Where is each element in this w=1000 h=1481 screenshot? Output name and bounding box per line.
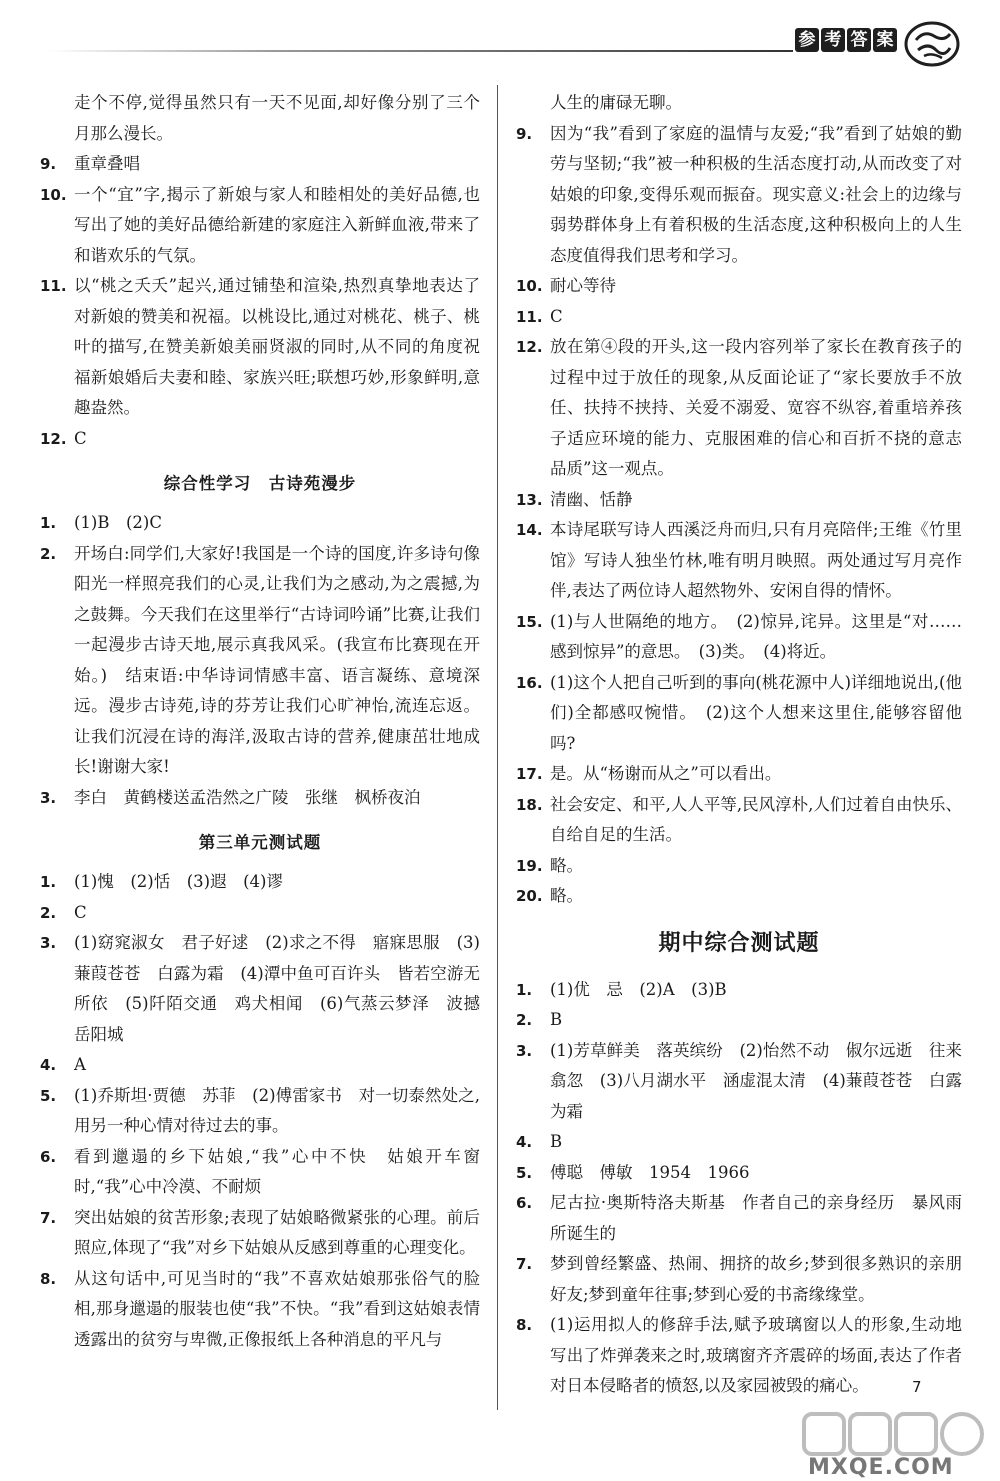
watermark-site: MXQE.COM [808,1455,954,1480]
header-char: 参 [795,28,819,52]
answer-item [40,867,480,898]
answer-item [516,1036,962,1128]
answer-item [40,1264,480,1356]
answer-item [516,1158,962,1189]
answer-item [516,1127,962,1158]
column-divider [497,85,498,1410]
right-column [516,88,962,1402]
answer-text: C [74,902,87,922]
answer-text: (1)这个人把自己听到的事向(桃花源中人)详细地说出,(他们)全都感叹惋惜。 (2)这个人想来这里住,能够容留他吗? [550,672,962,753]
section-heading: 综合性学习 古诗苑漫步 [163,474,357,493]
answer-number: 1. [40,873,57,891]
answer-text: (1)窈窕淑女 君子好逑 (2)求之不得 寤寐思服 (3)蒹葭苍苍 白露为霜 (4)潭中鱼可百许头 皆若空游无所依 (5)阡陌交通 鸡犬相闻 (6)气蒸云梦泽 波撼岳阳城 [74,933,480,1044]
answer-text: 放在第④段的开头,这一段内容列举了家长在教育孩子的过程中过于放任的现象,从反面论证了“家长要放手不放任、扶持不挟持、关爱不溺爱、宽容不纵容,着重培养孩子适应环境的能力、克服困难的信心和百折不挠的意志品质”这一观点。 [550,337,962,478]
answer-text: B [550,1010,563,1029]
answer-item [40,508,480,539]
brand-logo-icon [904,20,960,68]
answer-number: 5. [516,1163,533,1182]
answer-number: 7. [516,1255,533,1273]
answer-number: 20. [516,887,543,905]
answer-number: 13. [516,490,543,509]
answer-item [516,881,962,912]
answer-item [516,332,962,485]
answer-item [40,1081,480,1142]
answer-number: 1. [40,514,57,532]
answer-text: B [550,1132,563,1151]
answer-item [40,928,480,1050]
answer-text: (1)运用拟人的修辞手法,赋予玻璃窗以人的形象,生动地写出了炸弹袭来之时,玻璃窗齐齐震碎的场面,表达了作者对日本侵略者的愤怒,以及家园被毁的痛心。 [550,1315,962,1395]
answer-text: 从这句话中,可见当时的“我”不喜欢姑娘那张俗气的脸相,那身邋遢的服装也使“我”不快。“我”看到这姑娘表情透露出的贫穷与卑微,正像报纸上各种消息的平凡与 [74,1268,480,1349]
answer-item [516,1188,962,1249]
answer-number: 6. [516,1194,533,1212]
answer-number: 11. [516,307,543,326]
answer-number: 9. [40,155,57,173]
answer-item [40,1050,480,1081]
answer-text: 略。 [550,886,583,905]
answer-text: 清幽、恬静 [550,489,633,509]
answer-number: 12. [516,338,543,356]
answer-number: 2. [40,544,57,563]
answer-text: C [74,428,87,448]
answer-number: 14. [516,521,543,539]
answer-item [516,515,962,607]
answer-text: C [550,306,563,326]
answer-item [40,1203,480,1264]
answer-text: 重章叠唱 [74,154,140,173]
answer-number: 4. [40,1056,57,1074]
answer-item [40,149,480,180]
answer-item [40,424,480,455]
answer-item [40,898,480,929]
answer-text: (1)芳草鲜美 落英缤纷 (2)怡然不动 俶尔远逝 往来翕忽 (3)八月湖水平 涵虚混太清 (4)蒹葭苍苍 白露为霜 [550,1040,962,1121]
answer-text: (1)优 忌 (2)A (3)B [550,979,727,999]
answer-text: 看到邋遢的乡下姑娘,“我”心中不快 姑娘开车窗时,“我”心中冷漠、不耐烦 [74,1146,480,1196]
answer-text: 以“桃之夭夭”起兴,通过铺垫和渲染,热烈真挚地表达了对新娘的赞美和祝福。以桃设比,通过对桃花、桃子、桃叶的描写,在赞美新娘美丽贤淑的同时,从不同的角度祝福新娘婚后夫妻和睦、家族兴旺;联想巧妙,形象鲜明,意趣盎然。 [74,276,480,417]
answer-number: 2. [516,1011,533,1029]
answer-item [516,975,962,1006]
answer-text: 略。 [550,855,583,875]
answer-number: 11. [40,277,67,295]
page-number: 7 [912,1378,922,1396]
answer-number: 18. [516,795,543,814]
header-char: 案 [873,28,897,52]
header-title [795,28,897,52]
continued-text: 人生的庸碌无聊。 [550,93,682,112]
answer-text: 耐心等待 [550,276,616,295]
answer-number: 6. [40,1147,57,1166]
answer-number: 3. [40,934,57,952]
answer-text: (1)B (2)C [74,513,162,532]
answer-item [516,1249,962,1310]
continued-text: 走个不停,觉得虽然只有一天不见面,却好像分别了三个月那么漫长。 [74,93,480,143]
header-char: 考 [821,28,845,52]
answer-number: 5. [40,1086,57,1105]
answer-number: 12. [40,429,67,448]
answer-number: 7. [40,1208,57,1227]
section-heading: 第三单元测试题 [198,833,322,852]
answer-item [40,539,480,783]
answer-text: (1)愧 (2)恬 (3)遐 (4)谬 [74,872,283,891]
answer-number: 17. [516,765,543,783]
answer-number: 1. [516,980,533,999]
section-heading: 期中综合测试题 [658,930,820,956]
answer-item [516,790,962,851]
header-rule [48,50,793,52]
answer-number: 19. [516,856,543,875]
header-char: 答 [847,28,871,52]
answer-number: 8. [40,1269,57,1288]
answer-text: (1)乔斯坦·贾德 苏菲 (2)傅雷家书 对一切泰然处之,用另一种心情对待过去的事。 [74,1085,480,1135]
answer-item [40,783,480,814]
answer-number: 3. [516,1041,533,1060]
answer-item [516,759,962,790]
answer-text: 梦到曾经繁盛、热闹、拥挤的故乡;梦到很多熟识的亲朋好友;梦到童年往事;梦到心爱的书斋缘缘堂。 [550,1254,962,1304]
answer-item [516,302,962,333]
answer-item [40,1142,480,1203]
answer-item [516,119,962,272]
answer-number: 8. [516,1316,533,1334]
answer-number: 3. [40,788,57,807]
answer-number: 2. [40,903,57,922]
answer-number: 9. [516,124,533,143]
answer-item [516,668,962,760]
answer-text: 社会安定、和平,人人平等,民风淳朴,人们过着自由快乐、自给自足的生活。 [550,794,962,844]
answer-text: A [74,1055,86,1074]
answer-item [516,271,962,302]
answer-number: 10. [516,277,543,295]
answer-number: 10. [40,185,67,204]
answer-item [40,271,480,424]
answer-text: 一个“宜”字,揭示了新娘与家人和睦相处的美好品德,也写出了她的美好品德给新建的家庭注入新鲜血液,带来了和谐欢乐的气氛。 [74,184,480,265]
answer-text: 是。从“杨谢而从之”可以看出。 [550,764,782,783]
left-column [40,88,480,1355]
answer-text: (1)与人世隔绝的地方。 (2)惊异,诧异。这里是“对……感到惊异”的意思。 (3)类。 (4)将近。 [550,611,962,661]
answer-text: 尼古拉·奥斯特洛夫斯基 作者自己的亲身经历 暴风雨所诞生的 [550,1193,962,1243]
answer-number: 4. [516,1133,533,1151]
answer-text: 开场白:同学们,大家好!我国是一个诗的国度,许多诗句像阳光一样照亮我们的心灵,让我们为之感动,为之震撼,为之鼓舞。今天我们在这里举行“古诗词吟诵”比赛,让我们一起漫步古诗天地,展示真我风采。(我宣布比赛现在开始。) 结束语:中华诗词情感丰富、语言凝练、意境深远。漫步古诗苑,诗的芬芳让我们心旷神怡,流连忘返。让我们沉浸在诗的海洋,汲取古诗的营养,健康茁壮地成长!谢谢大家! [74,543,480,776]
answer-item [516,485,962,516]
answer-number: 15. [516,612,543,631]
answer-text: 因为“我”看到了家庭的温情与友爱;“我”看到了姑娘的勤劳与坚韧;“我”被一种积极的生活态度打动,从而改变了对姑娘的印象,变得乐观而振奋。现实意义:社会上的边缘与弱势群体身上有着积极的生活态度,这种积极向上的人生态度值得我们思考和学习。 [550,123,962,265]
answer-text: 本诗尾联写诗人西溪泛舟而归,只有月亮陪伴;王维《竹里馆》写诗人独坐竹林,唯有明月映照。两处通过写月亮作伴,表达了两位诗人超然物外、安闲自得的情怀。 [550,520,962,600]
answer-item [516,607,962,668]
answer-item [516,851,962,882]
answer-text: 傅聪 傅敏 1954 1966 [550,1162,750,1182]
answer-text: 突出姑娘的贫苦形象;表现了姑娘略微紧张的心理。前后照应,体现了“我”对乡下姑娘从反感到尊重的心理变化。 [74,1207,480,1257]
answer-item [40,180,480,272]
answer-number: 16. [516,673,543,692]
answer-item [516,1005,962,1036]
answer-text: 李白 黄鹤楼送孟浩然之广陵 张继 枫桥夜泊 [74,787,421,807]
answer-item [516,1310,962,1402]
